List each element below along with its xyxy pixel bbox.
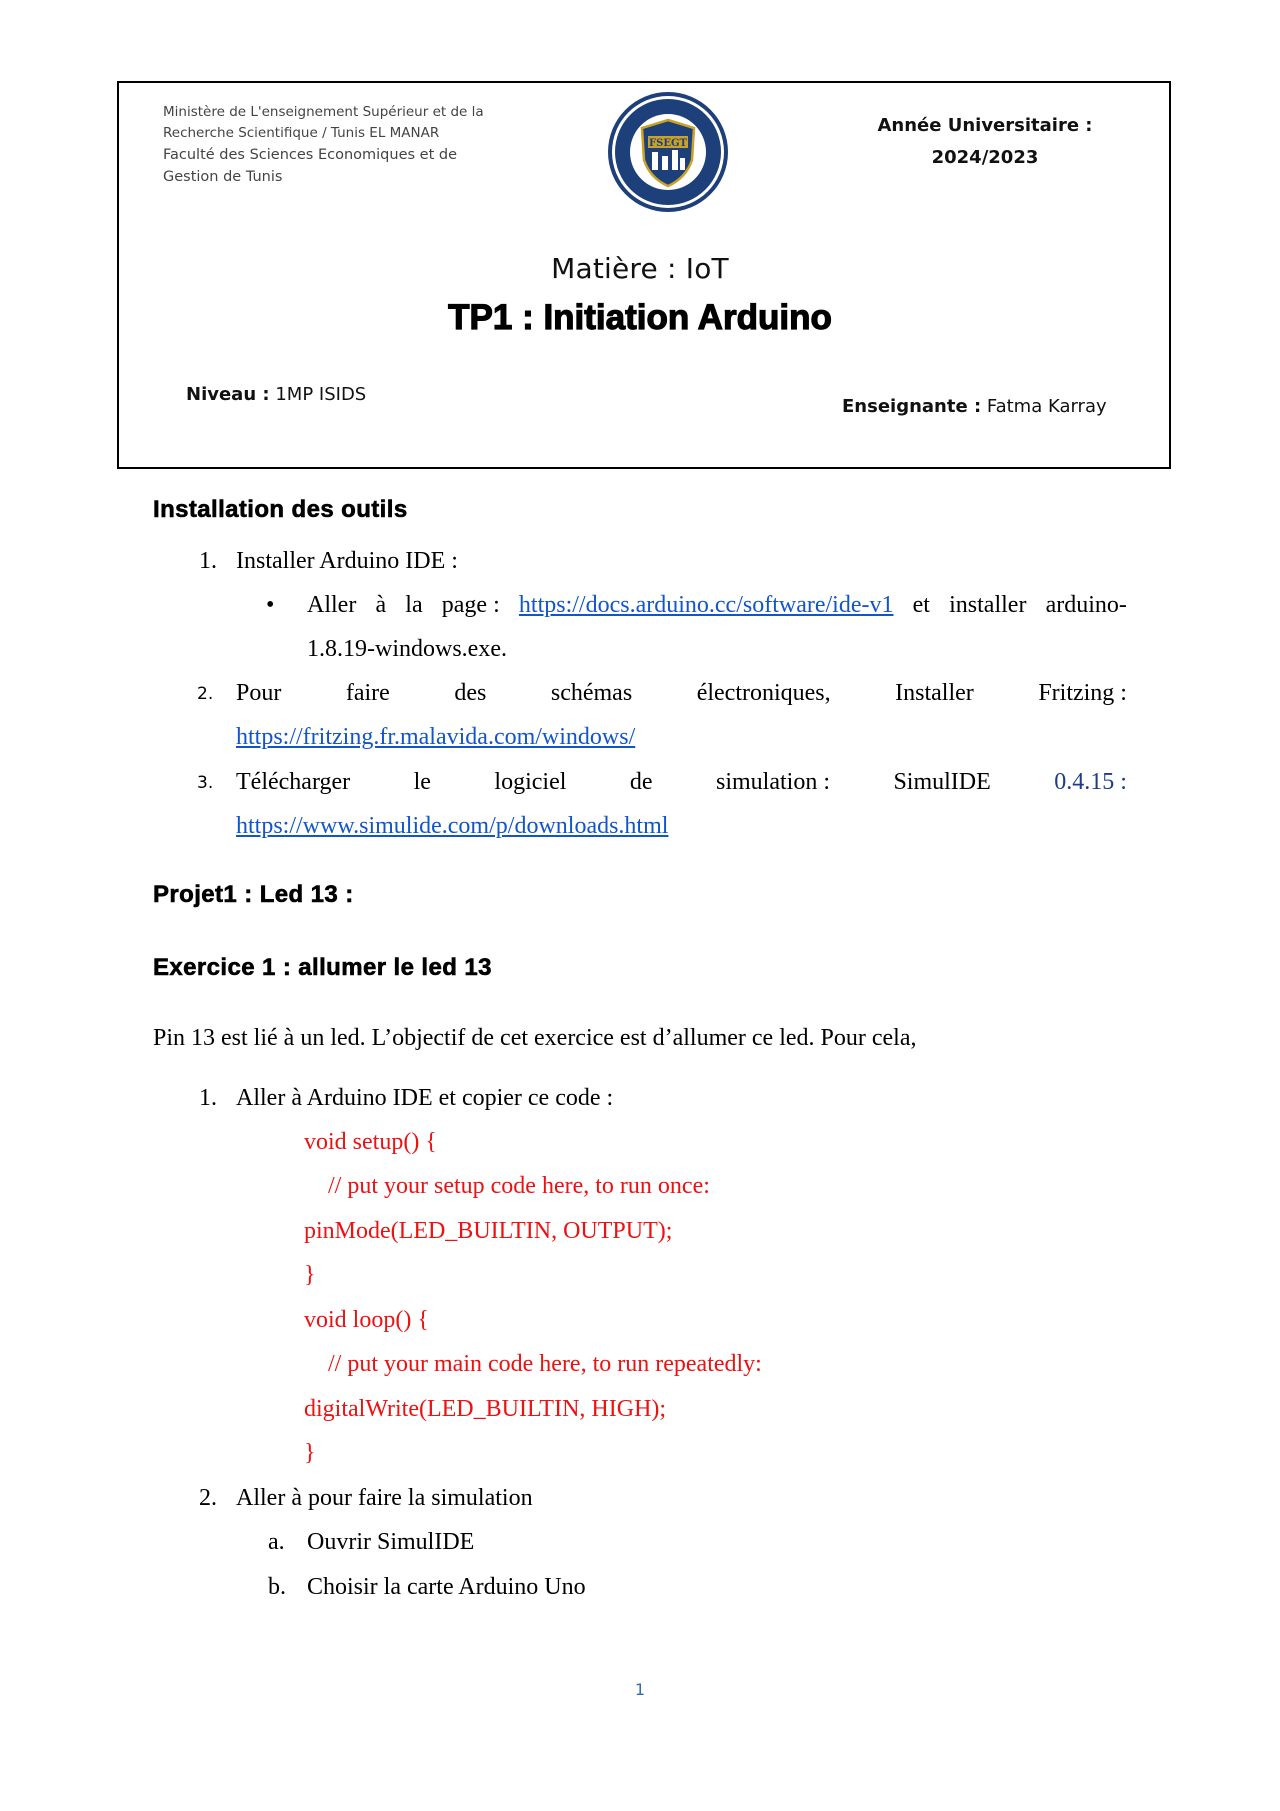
annee-label: Année Universitaire : xyxy=(877,115,1093,136)
install-item-3-line xyxy=(236,769,1127,796)
item3-word: le xyxy=(413,769,431,795)
sub-b-label: b. xyxy=(268,1574,286,1600)
item2-word: Fritzing : xyxy=(1038,680,1127,706)
fsegt-logo xyxy=(606,90,730,214)
fritzing-link[interactable]: https://fritzing.fr.malavida.com/windows/ xyxy=(236,724,636,750)
code-line: void loop() { xyxy=(304,1307,429,1333)
faculty-line-1: Faculté des Sciences Economiques et de xyxy=(163,147,458,163)
bullet-word: page : xyxy=(441,592,500,618)
code-line: // put your main code here, to run repeatedly: xyxy=(316,1351,762,1377)
exercice-intro: Pin 13 est lié à un led. L’objectif de cet exercice est d’allumer ce led. Pour cela, xyxy=(153,1025,917,1051)
simulide-version: 0.4.15 : xyxy=(1054,769,1127,795)
bullet-line-2: 1.8.19-windows.exe. xyxy=(307,636,507,662)
item3-word: de xyxy=(629,769,653,795)
installation-heading: Installation des outils xyxy=(153,496,408,523)
ministry-line-2: Recherche Scientifique / Tunis EL MANAR xyxy=(163,125,440,141)
step-1-text: Aller à Arduino IDE et copier ce code : xyxy=(236,1085,614,1111)
enseignante xyxy=(842,396,1107,417)
faculty-line-2: Gestion de Tunis xyxy=(163,169,283,185)
ministry-line-1: Ministère de L'enseignement Supérieur et de la xyxy=(163,104,484,120)
item2-word: Installer xyxy=(895,680,974,706)
install-item-2-number: 2. xyxy=(197,684,214,704)
page-number: 1 xyxy=(634,1680,646,1699)
bullet-word: installer xyxy=(949,592,1027,618)
enseignante-label: Enseignante : xyxy=(842,396,982,417)
niveau xyxy=(186,384,366,405)
code-line: } xyxy=(304,1440,316,1466)
logo-text: FSEGT xyxy=(649,138,687,149)
sub-b-text: Choisir la carte Arduino Uno xyxy=(307,1574,586,1600)
academic-year xyxy=(860,110,1110,174)
niveau-label: Niveau : xyxy=(186,384,270,405)
subject-title: Matière : IoT xyxy=(551,252,729,285)
bullet-symbol: • xyxy=(266,592,275,618)
item3-word: Télécharger xyxy=(236,769,351,795)
code-line: digitalWrite(LED_BUILTIN, HIGH); xyxy=(304,1396,667,1422)
install-item-1-number: 1. xyxy=(199,548,217,574)
bullet-word: à xyxy=(375,592,387,618)
step-2-text: Aller à pour faire la simulation xyxy=(236,1485,533,1511)
bullet-word: et xyxy=(912,592,930,618)
item2-word: électroniques, xyxy=(696,680,831,706)
sub-a-text: Ouvrir SimulIDE xyxy=(307,1529,475,1555)
exercice-heading: Exercice 1 : allumer le led 13 xyxy=(153,954,492,981)
enseignante-value: Fatma Karray xyxy=(986,396,1107,417)
item3-word: SimulIDE xyxy=(893,769,991,795)
projet-heading: Projet1 : Led 13 : xyxy=(153,881,354,908)
install-item-1-text: Installer Arduino IDE : xyxy=(236,548,458,574)
item2-word: des xyxy=(454,680,487,706)
niveau-value: 1MP ISIDS xyxy=(275,384,367,405)
item3-word: logiciel xyxy=(494,769,567,795)
install-item-2-line xyxy=(236,680,1127,707)
bullet-word: la xyxy=(405,592,423,618)
step-1-number: 1. xyxy=(199,1085,217,1111)
tp-title: TP1 : Initiation Arduino xyxy=(448,298,832,337)
bullet-word: arduino- xyxy=(1045,592,1127,618)
code-line: } xyxy=(304,1262,316,1288)
arduino-ide-link[interactable]: https://docs.arduino.cc/software/ide-v1 xyxy=(518,592,894,618)
sub-a-label: a. xyxy=(268,1529,285,1555)
bullet-word: Aller xyxy=(307,592,357,618)
item3-word: simulation : xyxy=(715,769,830,795)
item2-word: Pour xyxy=(236,680,282,706)
bullet-line-1 xyxy=(307,592,1127,619)
code-line: // put your setup code here, to run once: xyxy=(316,1173,710,1199)
item2-word: schémas xyxy=(550,680,633,706)
code-line: pinMode(LED_BUILTIN, OUTPUT); xyxy=(304,1218,673,1244)
item2-word: faire xyxy=(345,680,390,706)
install-item-3-number: 3. xyxy=(197,773,214,793)
ministry-block xyxy=(163,102,533,188)
annee-value: 2024/2023 xyxy=(931,147,1039,168)
simulide-link[interactable]: https://www.simulide.com/p/downloads.html xyxy=(236,813,669,839)
step-2-number: 2. xyxy=(199,1485,217,1511)
code-line: void setup() { xyxy=(304,1129,437,1155)
